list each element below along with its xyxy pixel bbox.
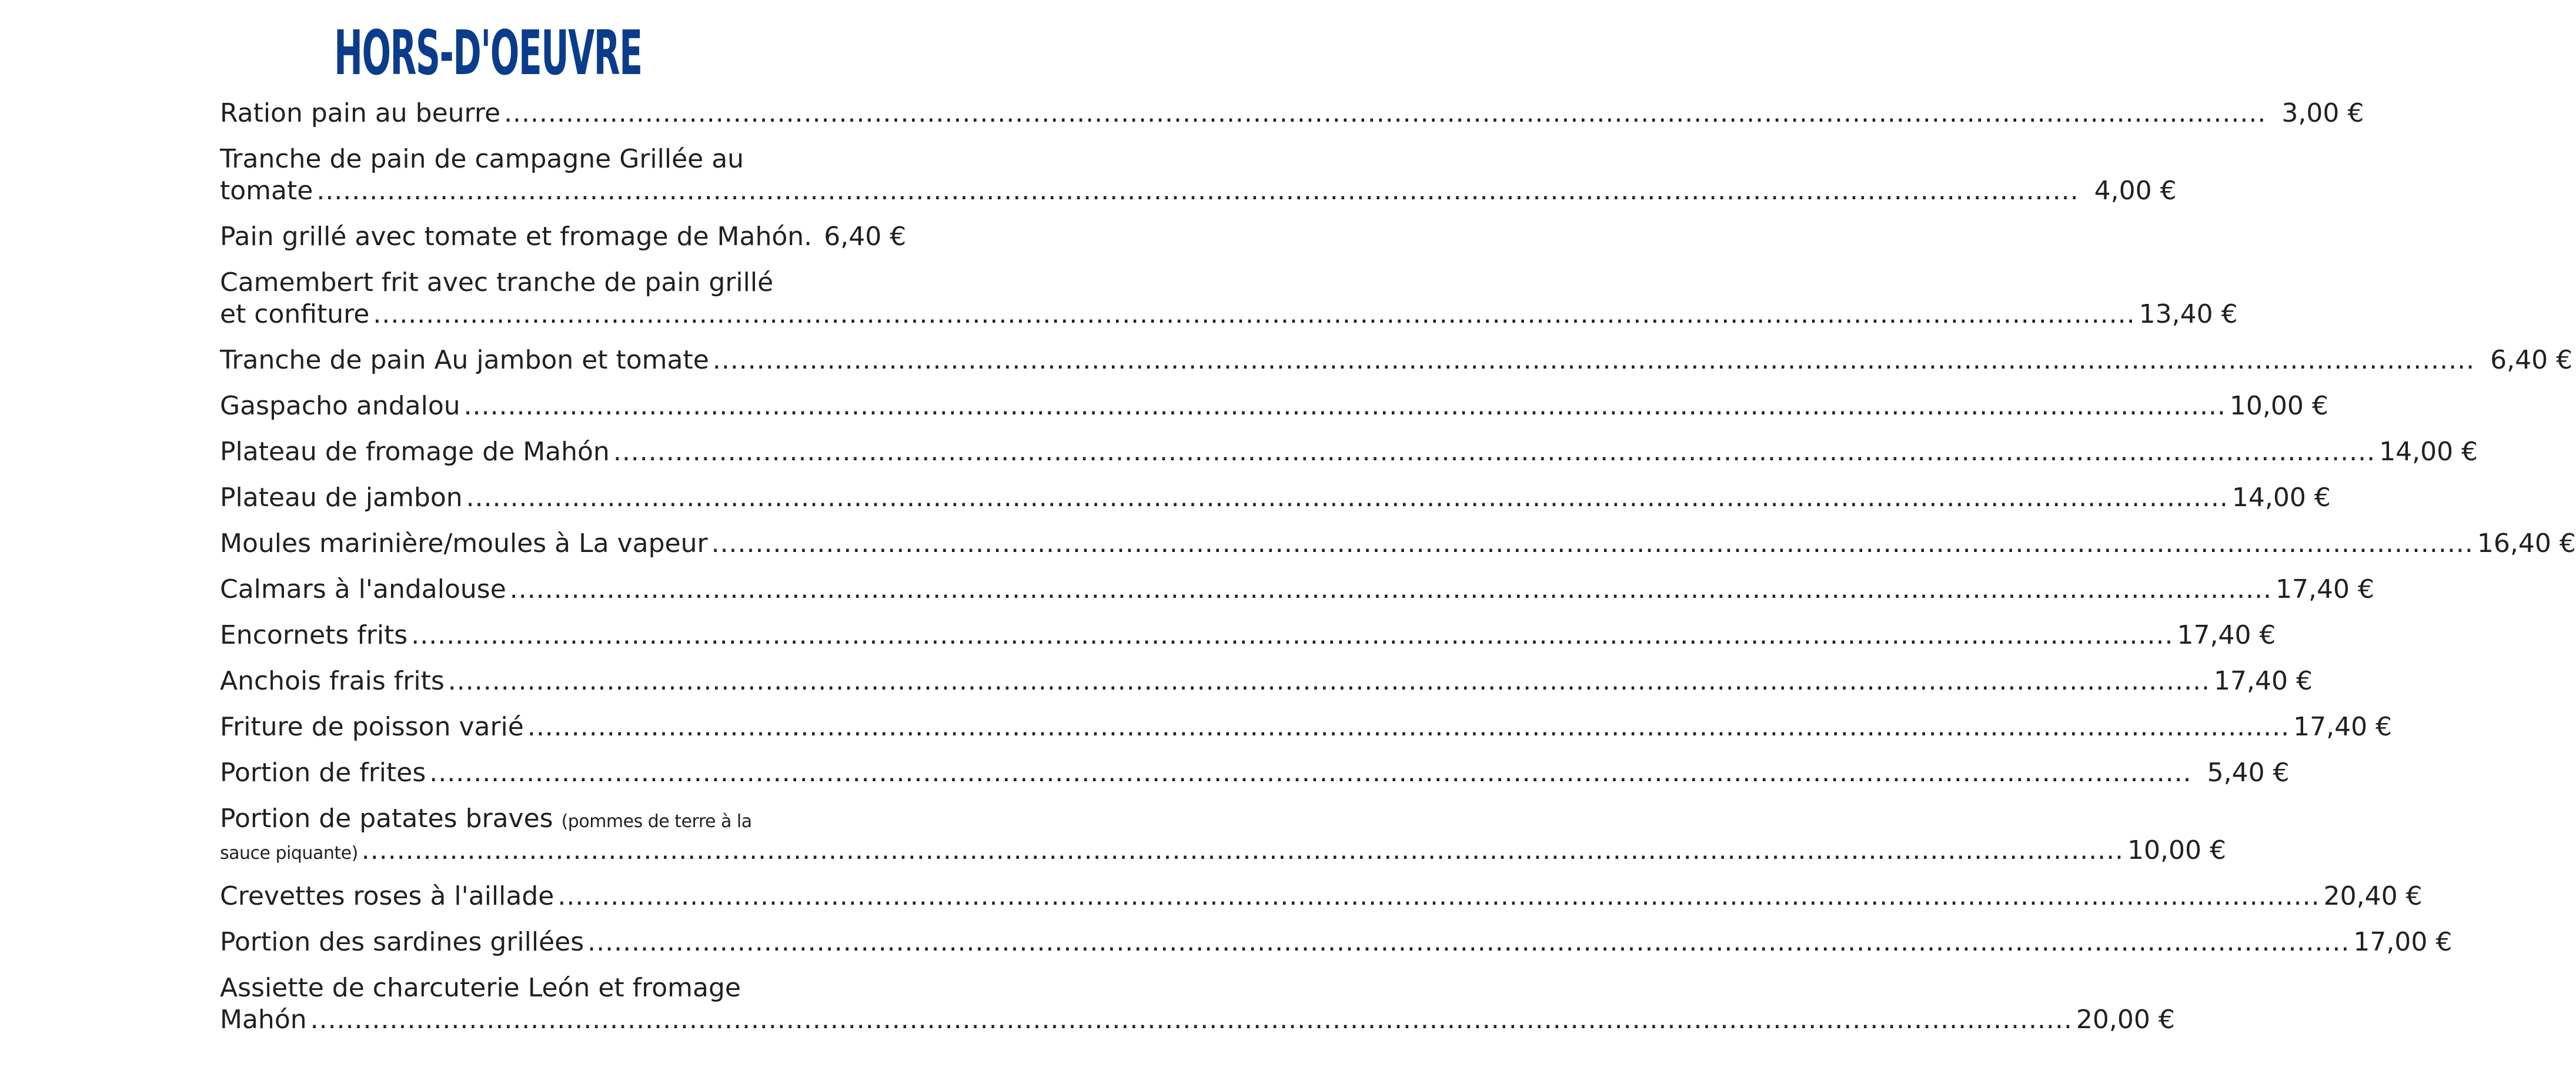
menu-item-camembert <box>220 267 2238 330</box>
item-name: Crevettes roses à l'aillade <box>220 881 554 911</box>
item-price: 17,00 € <box>2353 927 2453 957</box>
item-name-line1: Tranche de pain de campagne Grillée au <box>220 144 744 174</box>
item-name: Pain grillé avec tomate et fromage de Mahón. <box>220 222 813 252</box>
item-name: Tranche de pain Au jambon et tomate <box>220 345 709 375</box>
dot-leader: ........................................................................................................................................................................................................ <box>509 574 2273 604</box>
dot-leader: ........................................................................................................................................................................................................ <box>613 437 2376 467</box>
item-name: Plateau de jambon <box>220 483 463 513</box>
menu-item-gaspacho <box>220 390 2328 422</box>
dot-leader: ........................................................................................................................................................................................................ <box>587 927 2350 957</box>
item-name-line1: Camembert frit avec tranche de pain grillé <box>220 267 774 297</box>
item-name: Gaspacho andalou <box>220 391 460 421</box>
item-price: 17,40 € <box>2276 574 2374 604</box>
menu-item-anchois <box>220 665 2313 697</box>
menu-item-tranche-jambon <box>220 344 2573 376</box>
item-name: Portion de frites <box>220 758 426 788</box>
menu-item-frites <box>220 757 2290 789</box>
menu-item-patates-braves <box>220 803 2226 866</box>
dot-leader: ........................................................................................................................................................................................................ <box>447 666 2211 696</box>
item-name: Plateau de fromage de Mahón <box>220 437 610 467</box>
menu-title: HORS-D'OEUVRE <box>334 17 642 89</box>
item-name: Portion des sardines grillées <box>220 927 584 957</box>
item-note: (pommes de terre à la <box>561 811 752 832</box>
item-name: sauce piquante) <box>220 843 358 864</box>
menu-item-moules <box>220 528 2576 560</box>
item-price: 17,40 € <box>2177 620 2276 650</box>
dot-leader: ........................................................................................................................................................................................................ <box>310 1005 2073 1035</box>
item-price: 6,40 € <box>824 222 907 252</box>
menu-item-crevettes <box>220 881 2423 912</box>
dot-leader: ........................................................................................................................................................................................................ <box>463 391 2226 421</box>
dot-leader: ........................................................................................................................................................................................................ <box>712 345 2475 375</box>
item-price: 16,40 € <box>2477 528 2576 558</box>
menu-item-tranche-campagne <box>220 143 2177 207</box>
item-price: 20,00 € <box>2076 1005 2175 1035</box>
menu-list <box>220 98 2576 1050</box>
dot-leader: ........................................................................................................................................................................................................ <box>316 176 2079 206</box>
menu-item-encornets <box>220 620 2276 651</box>
item-price: 3,00 € <box>2281 98 2364 128</box>
item-name: et confiture <box>220 299 370 329</box>
item-price: 10,00 € <box>2229 391 2328 421</box>
dot-leader: ........................................................................................................................................................................................................ <box>557 881 2320 911</box>
item-name: Calmars à l'andalouse <box>220 574 506 604</box>
item-name: Encornets frits <box>220 620 408 650</box>
dot-leader: ........................................................................................................................................................................................................ <box>711 528 2474 558</box>
dot-leader: ........................................................................................................................................................................................................ <box>429 758 2192 788</box>
menu-item-ration-pain <box>220 98 2364 129</box>
item-name: Mahón <box>220 1005 307 1035</box>
item-name: tomate <box>220 176 313 206</box>
item-name: Moules marinière/moules à La vapeur <box>220 528 708 558</box>
dot-leader: ........................................................................................................................................................................................................ <box>373 299 2136 329</box>
dot-leader: ........................................................................................................................................................................................................ <box>527 712 2290 742</box>
item-price: 4,00 € <box>2094 176 2177 206</box>
item-price: 14,00 € <box>2231 483 2331 513</box>
dot-leader: ........................................................................................................................................................................................................ <box>466 483 2228 513</box>
item-price: 5,40 € <box>2207 758 2290 788</box>
item-price: 17,40 € <box>2293 712 2393 742</box>
item-name-line1: Portion de patates braves <box>220 804 553 834</box>
dot-leader: ........................................................................................................................................................................................................ <box>361 835 2124 865</box>
item-price: 6,40 € <box>2490 345 2573 375</box>
menu-item-sardines <box>220 926 2453 958</box>
menu-item-assiette-charcuterie <box>220 972 2175 1036</box>
menu-item-friture <box>220 711 2393 743</box>
item-name: Friture de poisson varié <box>220 712 524 742</box>
item-name: Ration pain au beurre <box>220 98 501 128</box>
item-name-line1: Assiette de charcuterie León et fromage <box>220 973 741 1003</box>
item-price: 17,40 € <box>2214 666 2313 696</box>
menu-item-plateau-fromage <box>220 436 2478 468</box>
menu-item-plateau-jambon <box>220 482 2331 514</box>
dot-leader: ........................................................................................................................................................................................................ <box>504 98 2267 128</box>
item-price: 14,00 € <box>2379 437 2478 467</box>
item-price: 13,40 € <box>2139 299 2238 329</box>
dot-leader: ........................................................................................................................................................................................................ <box>411 620 2174 650</box>
item-name: Anchois frais frits <box>220 666 445 696</box>
menu-item-calmars <box>220 574 2374 605</box>
item-price: 20,40 € <box>2323 881 2423 911</box>
menu-item-pain-grille-mahon <box>220 221 907 253</box>
item-price: 10,00 € <box>2127 835 2226 865</box>
